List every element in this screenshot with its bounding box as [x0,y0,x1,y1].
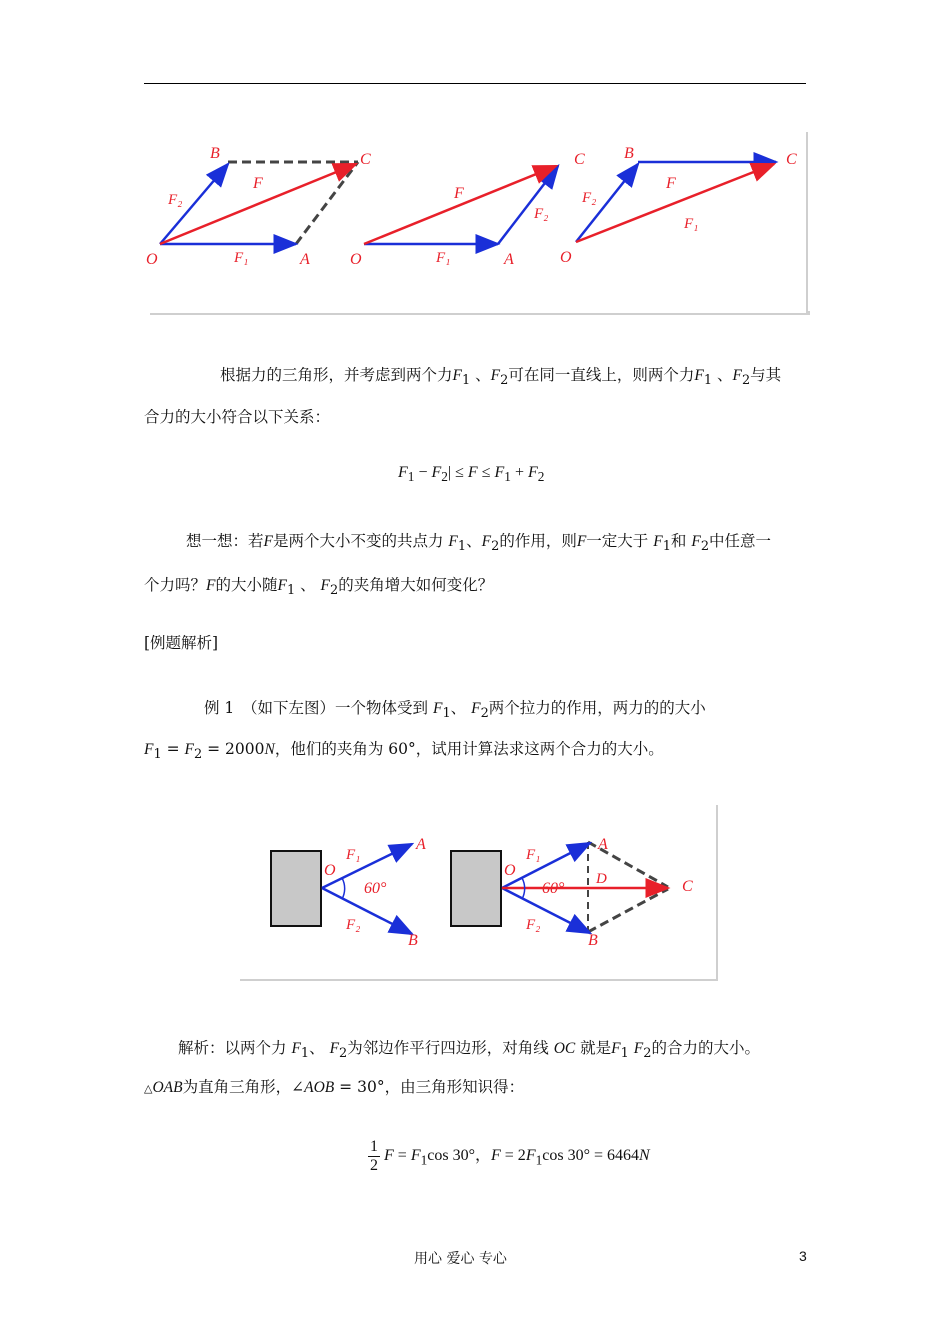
label-o: O [350,251,362,268]
object-box [271,851,321,926]
label-o: O [324,862,336,879]
label-c: C [574,151,585,168]
label-o: O [146,251,158,268]
panel-parallelogram [146,145,371,268]
label-f1: F₁ [684,216,699,232]
angle-arc [342,878,345,899]
dashed-ac [296,162,358,244]
panel-triangle-a [350,151,585,268]
figure-example-forces [236,801,716,979]
footer-motto: 用心 爱心 专心 [414,1251,507,1267]
paragraph-triangle-line2: 合力的大小符合以下关系： [144,408,331,426]
label-f2: F₂ [534,206,549,222]
paragraph-triangle-line1: 根据力的三角形，并考虑到两个力$F_1$ 、$F_2$可在同一直线上，则两个力$F_1$ 、$F_2$与其 [220,366,782,389]
label-b: B [210,145,220,162]
label-f2: F₂ [346,917,361,933]
figure-force-triangles [146,128,806,313]
label-a: A [416,836,426,853]
analysis-line2: △OAB为直角三角形，∠AOB = 30°，由三角形知识得： [144,1078,525,1096]
label-b: B [624,145,634,162]
header-rule [144,83,806,84]
label-f: F [454,185,464,202]
panel-left [271,836,426,949]
label-a: A [504,251,514,268]
analysis-line1: 解析：以两个力 $F_1$、 $F_2$为邻边作平行四边形，对角线 OC 就是$F_1$ $F_2$的合力的大小。 [178,1039,760,1062]
label-f2: F₂ [168,192,183,208]
dashed-bc [588,889,668,932]
label-f1: F₁ [436,250,451,266]
label-f2: F₂ [582,190,597,206]
label-o: O [560,249,572,266]
label-f: F [666,175,676,192]
label-f: F [253,175,263,192]
label-angle: 60° [364,880,387,897]
fraction-half: $\frac{1}{2}$ [370,1138,378,1174]
example-line1: 例 1 （如下左图）一个物体受到 $F_1$、 $F_2$两个拉力的作用，两力的的大小 [204,699,706,722]
formula-resultant: $\frac{1}{2}$ $F = F_1\cos$ 30°，$F = 2F_1\cos$ 30° = 6464N [370,1138,650,1174]
panel-triangle-b [560,145,797,266]
label-c: C [360,151,371,168]
label-c: C [786,151,797,168]
formula-force-range: $F_1 - F_2| \le F \le F_1 + F_2$ [398,464,545,485]
page-number: 3 [799,1248,807,1264]
label-b: B [588,932,598,949]
label-angle: 60° [542,880,565,897]
label-f1: F₁ [526,847,541,863]
panel-right [451,836,693,949]
label-f1: F₁ [234,250,249,266]
example-line2: $F_1 = F_2 = 2000N$，他们的夹角为 60°，试用计算法求这两个合力的大小。 [144,740,664,763]
label-f2: F₂ [526,917,541,933]
section-heading: [例题解析] [144,634,219,652]
object-box [451,851,501,926]
label-a: A [300,251,310,268]
label-c: C [682,878,693,895]
think-line2: 个力吗？F的大小随$F_1$ 、 $F_2$的夹角增大如何变化？ [144,576,494,599]
think-line1: 想一想：若F是两个大小不变的共点力 $F_1$、$F_2$的作用，则F一定大于 $F_1$和 $F_2$中任意一 [186,532,772,555]
label-o: O [504,862,516,879]
label-f1: F₁ [346,847,361,863]
label-d: D [596,871,607,887]
label-b: B [408,932,418,949]
label-a: A [598,836,608,853]
